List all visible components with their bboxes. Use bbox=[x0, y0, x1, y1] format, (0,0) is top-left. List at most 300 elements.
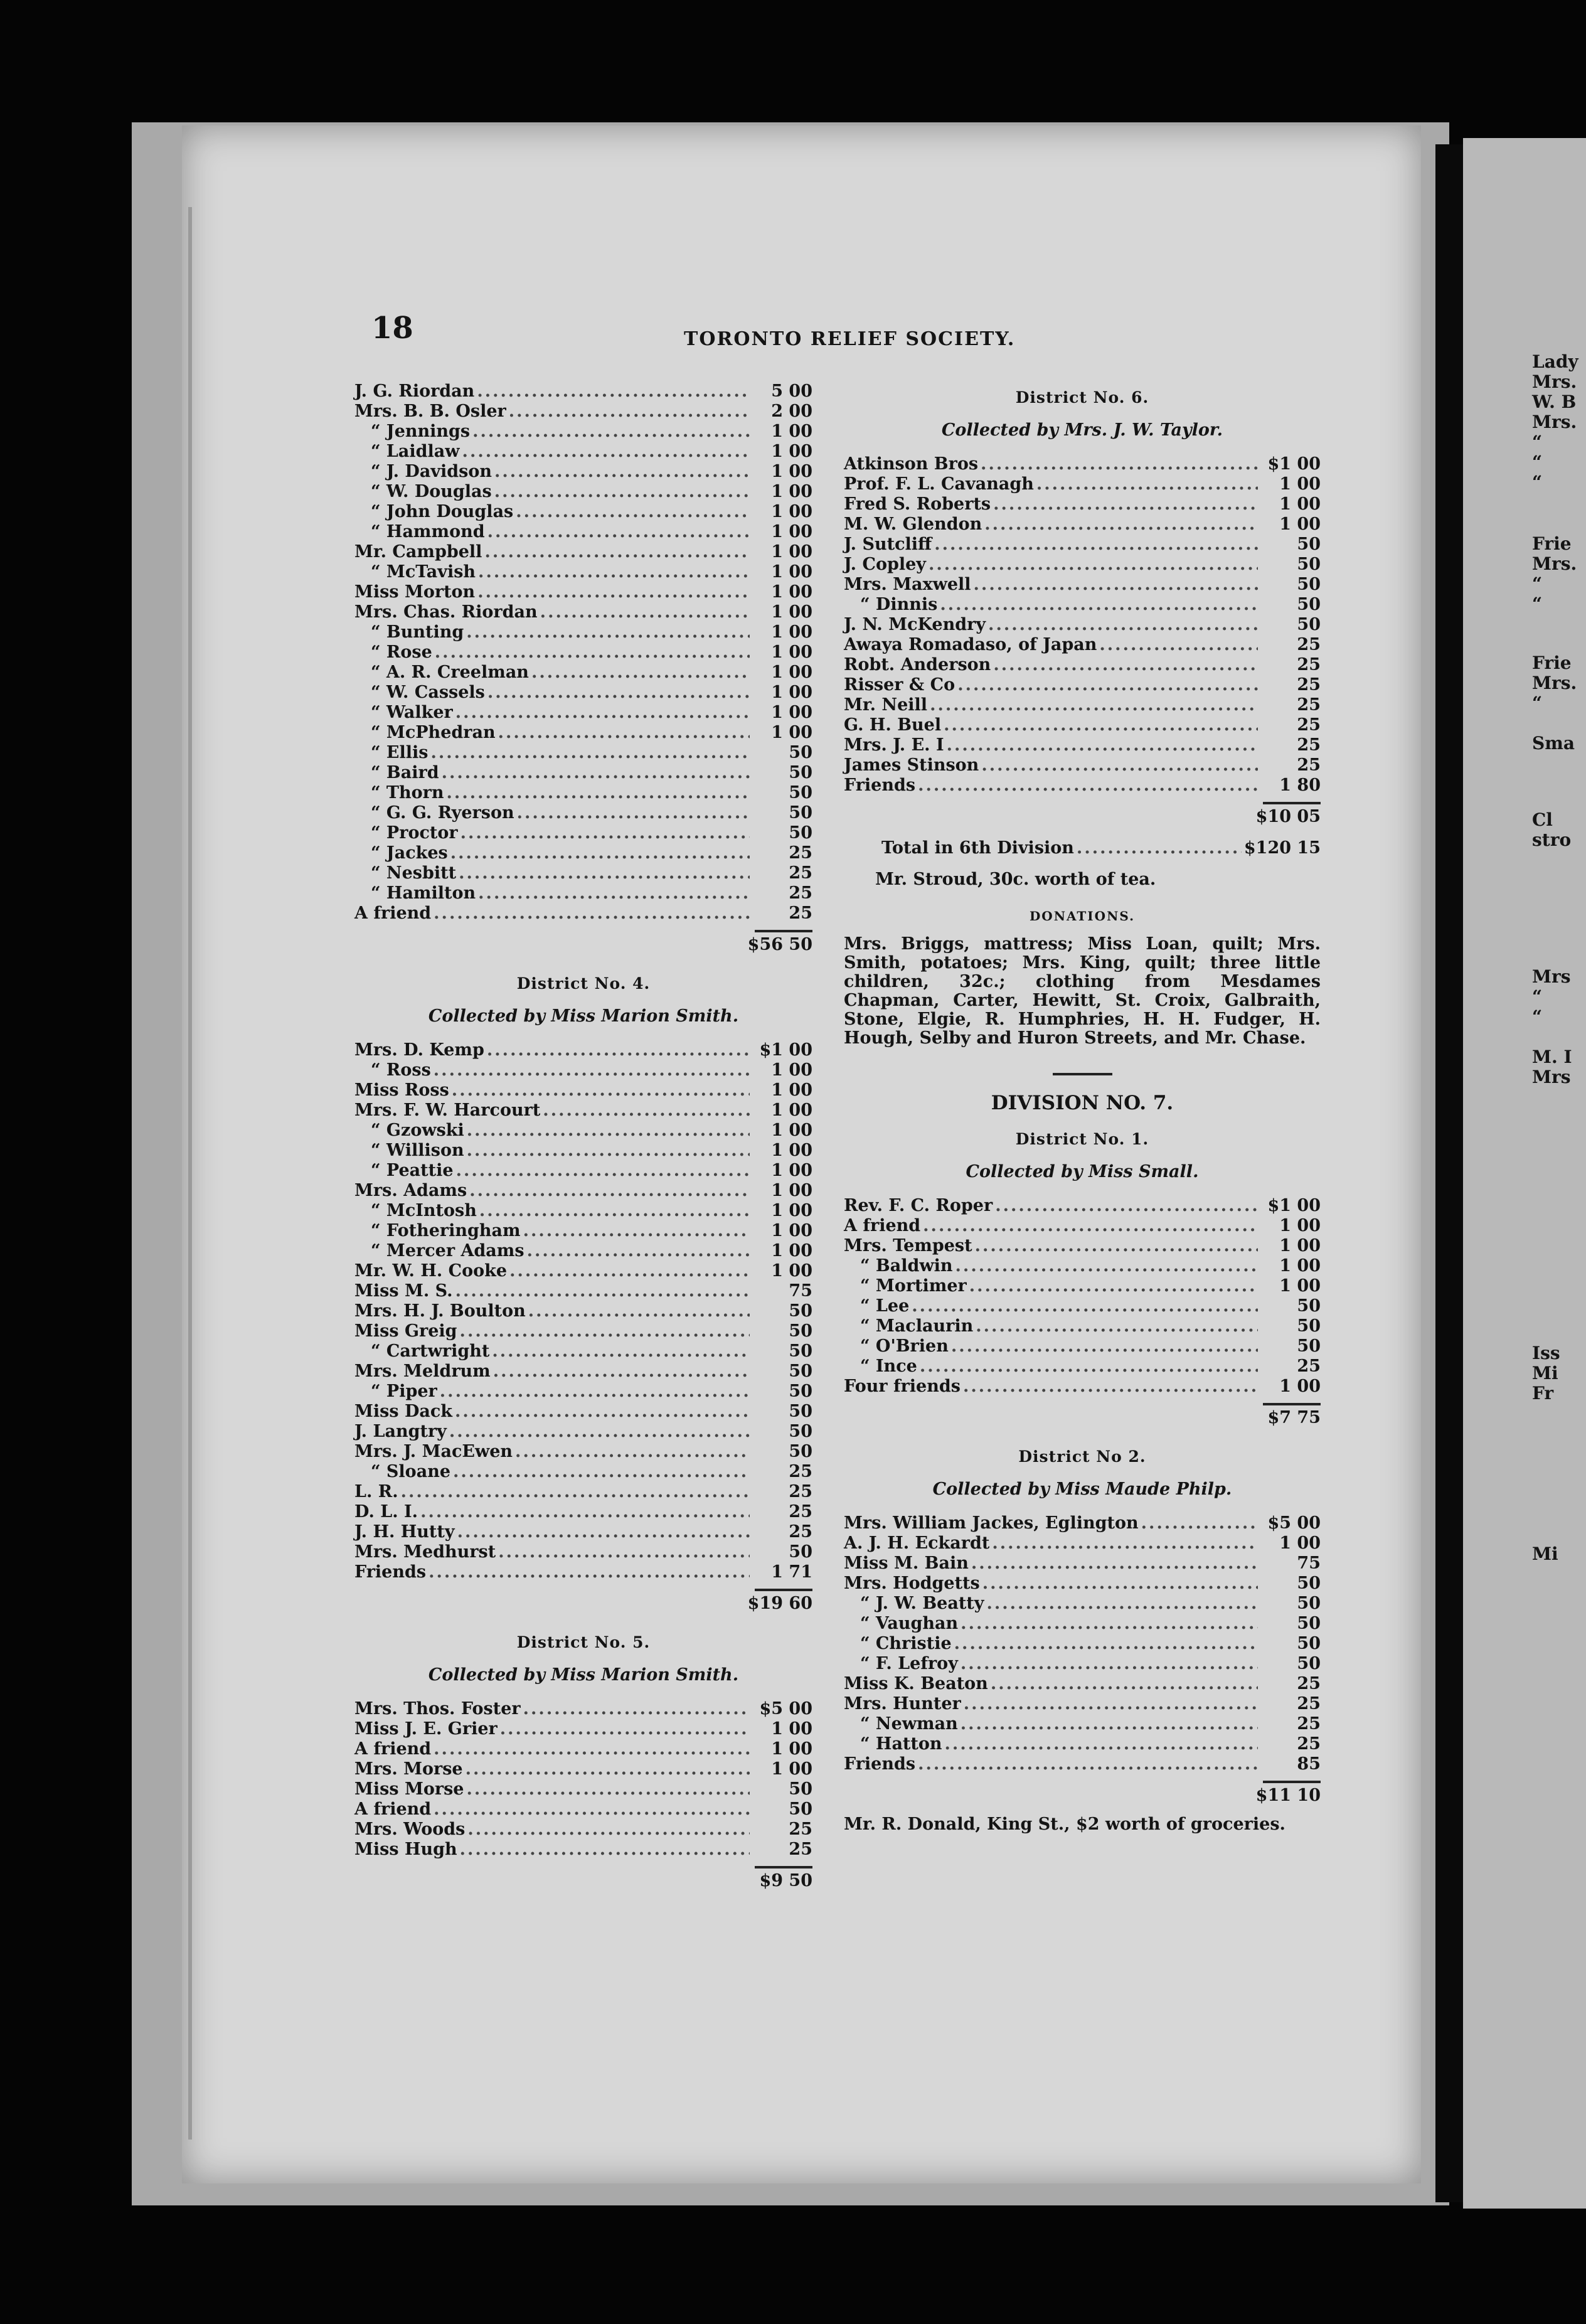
entry-row bbox=[844, 454, 1321, 474]
leader-dots bbox=[995, 1196, 1258, 1216]
entry-amount: 25 bbox=[789, 1502, 812, 1522]
entry-name: Miss J. E. Grier bbox=[354, 1719, 498, 1739]
collector-line: Collected by Miss Marion Smith. bbox=[428, 1006, 739, 1026]
entry-amount: 50 bbox=[1297, 575, 1321, 594]
entry-row bbox=[354, 1101, 812, 1121]
entry-name: “ G. G. Ryerson bbox=[371, 803, 514, 823]
entry-row bbox=[844, 1256, 1321, 1276]
entry-amount: 25 bbox=[1297, 675, 1321, 695]
entry-row bbox=[354, 1522, 812, 1542]
adjacent-page-fragment: Mi bbox=[1532, 1363, 1558, 1383]
entry-amount: 25 bbox=[1297, 755, 1321, 775]
entry-row bbox=[354, 1422, 812, 1442]
entry-amount: 50 bbox=[789, 1362, 812, 1381]
entry-amount: 50 bbox=[1297, 535, 1321, 554]
entry-amount: 25 bbox=[1297, 1674, 1321, 1693]
leader-dots bbox=[981, 755, 1258, 776]
entry-amount: 1 00 bbox=[771, 1161, 812, 1180]
leader-dots bbox=[930, 695, 1258, 715]
entry-row bbox=[354, 1840, 812, 1860]
leader-dots bbox=[447, 783, 750, 803]
entry-amount: 1 00 bbox=[771, 562, 812, 582]
entry-row bbox=[354, 863, 812, 883]
entry-amount: 1 00 bbox=[771, 683, 812, 702]
entry-amount: 50 bbox=[1297, 555, 1321, 574]
leader-dots bbox=[961, 1654, 1258, 1674]
entry-name: Prof. F. L. Cavanagh bbox=[844, 474, 1034, 494]
entry-name: “ Newman bbox=[860, 1714, 958, 1734]
leader-dots bbox=[527, 1241, 750, 1261]
entry-row bbox=[354, 1382, 812, 1402]
entry-name: “ Ince bbox=[860, 1357, 917, 1376]
leader-dots bbox=[434, 1060, 750, 1080]
adjacent-page-fragment: “ bbox=[1532, 693, 1543, 713]
entry-amount: 1 00 bbox=[771, 642, 812, 662]
entry-name: “ McIntosh bbox=[371, 1201, 477, 1220]
entry-amount: 1 80 bbox=[1279, 776, 1321, 795]
entry-amount: 50 bbox=[1297, 1614, 1321, 1633]
entry-row bbox=[844, 1276, 1321, 1296]
entry-row bbox=[354, 502, 812, 522]
entry-row bbox=[844, 514, 1321, 535]
entry-row bbox=[844, 1674, 1321, 1694]
leader-dots bbox=[961, 1614, 1258, 1634]
leader-dots bbox=[498, 1542, 750, 1562]
leader-dots bbox=[517, 803, 750, 823]
entry-row bbox=[354, 1321, 812, 1341]
entry-name: Mrs. F. W. Harcourt bbox=[354, 1101, 541, 1120]
adjacent-page-fragment: Cl bbox=[1532, 809, 1553, 830]
entry-name: D. L. I. bbox=[354, 1502, 418, 1522]
entry-name: Mrs. Chas. Riordan bbox=[354, 602, 538, 622]
entry-name: “ Vaughan bbox=[860, 1614, 959, 1633]
entry-name: “ Ross bbox=[371, 1060, 431, 1080]
entry-amount: 1 00 bbox=[771, 522, 812, 541]
entry-amount: 50 bbox=[789, 743, 812, 762]
entry-name: Mrs. Meldrum bbox=[354, 1362, 491, 1381]
entry-row bbox=[354, 1362, 812, 1382]
entry-name: A friend bbox=[844, 1216, 921, 1235]
entry-name: Mrs. B. B. Osler bbox=[354, 402, 506, 421]
entry-row bbox=[354, 562, 812, 582]
district-list bbox=[354, 1040, 812, 1582]
entry-row bbox=[354, 723, 812, 743]
district-total: $11 10 bbox=[1255, 1786, 1321, 1805]
entry-name: A friend bbox=[354, 903, 432, 923]
entry-row bbox=[844, 1533, 1321, 1554]
leader-dots bbox=[477, 381, 750, 402]
entry-name: Atkinson Bros bbox=[844, 454, 979, 474]
adjacent-page-fragment: Mi bbox=[1532, 1543, 1558, 1564]
entry-amount: 1 00 bbox=[771, 602, 812, 622]
entry-name: Miss M. Bain bbox=[844, 1554, 969, 1573]
leader-dots bbox=[401, 1482, 750, 1502]
entry-row bbox=[354, 602, 812, 622]
entry-name: J. G. Riordan bbox=[354, 381, 475, 401]
division-total-row bbox=[844, 838, 1321, 858]
entry-row bbox=[354, 1759, 812, 1779]
entry-amount: 85 bbox=[1297, 1754, 1321, 1774]
entry-amount: 25 bbox=[1297, 1694, 1321, 1714]
entry-amount: 1 00 bbox=[1279, 514, 1321, 534]
adjacent-page-fragment: W. B bbox=[1532, 392, 1577, 412]
leader-dots bbox=[523, 1221, 750, 1241]
district-list bbox=[844, 454, 1321, 796]
donations-heading: DONATIONS. bbox=[1029, 909, 1136, 924]
entry-amount: 1 00 bbox=[771, 1101, 812, 1120]
adjacent-page-fragment: Frie bbox=[1532, 653, 1572, 673]
collector-line: Collected by Miss Marion Smith. bbox=[428, 1665, 739, 1685]
entry-row bbox=[844, 735, 1321, 755]
leader-dots bbox=[479, 1201, 750, 1221]
entry-name: “ Willison bbox=[371, 1141, 464, 1160]
adjacent-page-fragment: Frie bbox=[1532, 533, 1572, 554]
leader-dots bbox=[963, 1377, 1258, 1397]
entry-name: “ Hamilton bbox=[371, 883, 476, 903]
entry-name: Mrs. Maxwell bbox=[844, 575, 971, 594]
leader-dots bbox=[457, 1522, 750, 1542]
entry-amount: 25 bbox=[789, 863, 812, 883]
entry-row bbox=[844, 1357, 1321, 1377]
leader-dots bbox=[494, 482, 750, 502]
entry-amount: 50 bbox=[789, 1799, 812, 1819]
adjacent-page bbox=[1463, 138, 1586, 2209]
leader-dots bbox=[986, 1594, 1258, 1614]
entry-row bbox=[354, 1241, 812, 1261]
leader-dots bbox=[516, 502, 750, 522]
entry-amount: 1 00 bbox=[771, 1121, 812, 1140]
leader-dots bbox=[467, 1820, 750, 1840]
entry-name: J. N. McKendry bbox=[844, 615, 986, 634]
leader-dots bbox=[984, 514, 1258, 535]
entry-amount: 25 bbox=[1297, 1734, 1321, 1754]
district-total: $7 75 bbox=[1267, 1408, 1321, 1427]
entry-row bbox=[354, 402, 812, 422]
entry-name: Miss Hugh bbox=[354, 1840, 457, 1859]
entry-row bbox=[354, 1542, 812, 1562]
entry-name: Mrs. Medhurst bbox=[354, 1542, 496, 1562]
entry-row bbox=[354, 1060, 812, 1080]
entry-row bbox=[354, 903, 812, 924]
leader-dots bbox=[515, 1442, 750, 1462]
leader-dots bbox=[453, 1462, 750, 1482]
leader-dots bbox=[929, 555, 1258, 575]
entry-name: Mrs. D. Kemp bbox=[354, 1040, 484, 1060]
donations-text: Mrs. Briggs, mattress; Miss Loan, quilt; Mrs. Smith, potatoes; Mrs. King, quilt; three little children, 32c.; clothing from Mesdames Chapman, Carter, Hewitt, St. Croix, Galbraith, Stone, Elgie, R. Humphries, H. H. Fudger, H. Hough, Selby and Huron Streets, and Mr. Chase. bbox=[844, 934, 1321, 1048]
entry-row bbox=[354, 381, 812, 402]
entry-amount: 50 bbox=[789, 1402, 812, 1421]
entry-name: Miss Greig bbox=[354, 1321, 457, 1341]
entry-name: “ Hatton bbox=[860, 1734, 942, 1754]
entry-name: Mrs. Hunter bbox=[844, 1694, 961, 1714]
entry-name: Miss Ross bbox=[354, 1080, 449, 1100]
leader-dots bbox=[934, 535, 1258, 555]
entry-amount: 1 00 bbox=[771, 1719, 812, 1739]
entry-name: Mrs. J. E. I bbox=[844, 735, 944, 755]
leader-dots bbox=[477, 582, 750, 602]
entry-row bbox=[354, 642, 812, 663]
adjacent-page-fragment: Mrs. bbox=[1532, 371, 1577, 392]
entry-row bbox=[354, 1719, 812, 1739]
entry-amount: 25 bbox=[1297, 735, 1321, 755]
entry-amount: 1 00 bbox=[1279, 1276, 1321, 1296]
entry-amount: 50 bbox=[789, 1301, 812, 1321]
division-total-label: Total in 6th Division bbox=[881, 838, 1074, 858]
district-list bbox=[354, 1699, 812, 1860]
adjacent-page-fragment: Mrs bbox=[1532, 1067, 1571, 1087]
entry-name: Mrs. Hodgetts bbox=[844, 1574, 980, 1593]
entry-amount: 25 bbox=[1297, 715, 1321, 735]
entry-amount: $1 00 bbox=[1267, 1196, 1321, 1215]
leader-dots bbox=[487, 1040, 750, 1060]
entry-row bbox=[354, 1080, 812, 1101]
entry-name: “ Jackes bbox=[371, 843, 448, 863]
district-heading: District No 2. bbox=[1018, 1447, 1146, 1466]
district-heading: District No. 6. bbox=[1015, 388, 1149, 407]
leader-dots bbox=[478, 883, 750, 903]
adjacent-page-fragment: “ bbox=[1532, 594, 1543, 614]
entry-name: Mrs. J. MacEwen bbox=[354, 1442, 513, 1461]
entry-name: “ McTavish bbox=[371, 562, 476, 582]
entry-row bbox=[844, 1734, 1321, 1754]
entry-amount: 50 bbox=[789, 1422, 812, 1441]
entry-amount: 50 bbox=[789, 783, 812, 802]
adjacent-page-fragment: “ bbox=[1532, 472, 1543, 493]
adjacent-page-fragment: M. I bbox=[1532, 1047, 1572, 1067]
entry-amount: 1 00 bbox=[771, 582, 812, 602]
leader-dots bbox=[975, 1236, 1258, 1256]
entry-row bbox=[354, 482, 812, 502]
leader-dots bbox=[993, 655, 1258, 675]
leader-dots bbox=[487, 522, 750, 542]
leader-dots bbox=[920, 1357, 1258, 1377]
entry-amount: 25 bbox=[1297, 655, 1321, 674]
entry-name: M. W. Glendon bbox=[844, 514, 982, 534]
entry-amount: 1 00 bbox=[771, 1759, 812, 1779]
entry-name: Miss Morse bbox=[354, 1779, 464, 1799]
leader-dots bbox=[964, 1694, 1258, 1714]
entry-amount: 75 bbox=[789, 1281, 812, 1301]
entry-row bbox=[354, 1562, 812, 1582]
leader-dots bbox=[531, 663, 750, 683]
leader-dots bbox=[918, 1754, 1258, 1774]
district-heading: District No. 1. bbox=[1015, 1130, 1149, 1148]
entry-name: “ Thorn bbox=[371, 783, 444, 802]
entry-name: Mr. Campbell bbox=[354, 542, 482, 562]
entry-name: “ Maclaurin bbox=[860, 1316, 974, 1336]
leader-dots bbox=[971, 1554, 1258, 1574]
leader-dots bbox=[434, 1799, 750, 1820]
leader-dots bbox=[452, 1080, 750, 1101]
entry-amount: 25 bbox=[1297, 635, 1321, 654]
subscriber-list bbox=[354, 381, 812, 924]
entry-name: G. H. Buel bbox=[844, 715, 942, 735]
entry-name: “ J. Davidson bbox=[371, 462, 492, 481]
entry-amount: 1 00 bbox=[1279, 1377, 1321, 1396]
district-heading: District No. 5. bbox=[516, 1633, 651, 1651]
entry-name: “ Dinnis bbox=[860, 595, 938, 614]
entry-amount: 50 bbox=[1297, 1336, 1321, 1356]
district-total: $10 05 bbox=[1255, 807, 1321, 826]
entry-row bbox=[844, 1634, 1321, 1654]
leader-dots bbox=[498, 723, 750, 743]
entry-name: “ Bunting bbox=[371, 622, 464, 642]
entry-row bbox=[354, 1121, 812, 1141]
entry-row bbox=[354, 1261, 812, 1281]
entry-name: “ Rose bbox=[371, 642, 432, 662]
entry-row bbox=[354, 1221, 812, 1241]
left-column bbox=[354, 381, 812, 1894]
leader-dots bbox=[467, 1141, 750, 1161]
entry-name: “ A. R. Creelman bbox=[371, 663, 529, 682]
entry-row bbox=[844, 1216, 1321, 1236]
entry-amount: 50 bbox=[789, 1442, 812, 1461]
entry-amount: 50 bbox=[789, 763, 812, 782]
leader-dots bbox=[460, 1321, 750, 1341]
leader-dots bbox=[459, 863, 750, 883]
collector-line: Collected by Miss Small. bbox=[966, 1162, 1199, 1181]
district-total: $19 60 bbox=[747, 1594, 812, 1613]
entry-row bbox=[354, 1161, 812, 1181]
entry-name: “ Mercer Adams bbox=[371, 1241, 524, 1261]
adjacent-page-fragment: Mrs. bbox=[1532, 553, 1577, 574]
entry-row bbox=[844, 1614, 1321, 1634]
entry-name: Mrs. Thos. Foster bbox=[354, 1699, 521, 1719]
entry-row bbox=[844, 535, 1321, 555]
entry-name: “ W. Cassels bbox=[371, 683, 485, 702]
adjacent-page-fragment: Iss bbox=[1532, 1343, 1560, 1363]
entry-name: James Stinson bbox=[844, 755, 979, 775]
entry-name: Mrs. Adams bbox=[354, 1181, 467, 1200]
page-edge bbox=[188, 207, 192, 2140]
entry-name: “ Baird bbox=[371, 763, 439, 782]
entry-row bbox=[354, 1181, 812, 1201]
entry-row bbox=[354, 1402, 812, 1422]
entry-row bbox=[844, 595, 1321, 615]
leader-dots bbox=[981, 454, 1258, 474]
entry-name: “ Nesbitt bbox=[371, 863, 457, 883]
district-list bbox=[844, 1513, 1321, 1774]
entry-row bbox=[354, 743, 812, 763]
leader-dots bbox=[466, 1779, 750, 1799]
entry-name: Friends bbox=[844, 776, 916, 795]
entry-amount: 1 00 bbox=[1279, 1256, 1321, 1276]
entry-name: Risser & Co bbox=[844, 675, 955, 695]
leader-dots bbox=[487, 683, 750, 703]
entry-row bbox=[354, 1201, 812, 1221]
entry-name: Miss K. Beaton bbox=[844, 1674, 988, 1693]
leader-dots bbox=[951, 1336, 1258, 1357]
entry-amount: 50 bbox=[1297, 615, 1321, 634]
entry-amount: 75 bbox=[1297, 1554, 1321, 1573]
entry-amount: $5 00 bbox=[759, 1699, 812, 1719]
entry-row bbox=[354, 1739, 812, 1759]
entry-amount: 25 bbox=[789, 843, 812, 863]
entry-amount: 50 bbox=[789, 823, 812, 843]
leader-dots bbox=[456, 1161, 750, 1181]
entry-name: “ McPhedran bbox=[371, 723, 496, 742]
collector-line: Collected by Mrs. J. W. Taylor. bbox=[941, 420, 1223, 440]
entry-name: Rev. F. C. Roper bbox=[844, 1196, 993, 1215]
entry-name: Mrs. Morse bbox=[354, 1759, 463, 1779]
entry-amount: 1 00 bbox=[771, 1141, 812, 1160]
entry-amount: 1 00 bbox=[771, 1181, 812, 1200]
leader-dots bbox=[923, 1216, 1258, 1236]
entry-name: “ O'Brien bbox=[860, 1336, 949, 1356]
entry-name: “ Sloane bbox=[371, 1462, 450, 1481]
entry-amount: 1 00 bbox=[771, 482, 812, 501]
entry-amount: 1 00 bbox=[771, 1241, 812, 1261]
entry-row bbox=[354, 703, 812, 723]
entry-amount: 50 bbox=[789, 1341, 812, 1361]
leader-dots bbox=[466, 1759, 750, 1779]
entry-amount: 50 bbox=[1297, 595, 1321, 614]
entry-amount: 25 bbox=[789, 1462, 812, 1481]
stroud-note: Mr. Stroud, 30c. worth of tea. bbox=[875, 870, 1156, 889]
page-number: 18 bbox=[371, 311, 413, 346]
entry-row bbox=[844, 1574, 1321, 1594]
leader-dots bbox=[940, 595, 1258, 615]
entry-row bbox=[844, 635, 1321, 655]
entry-amount: 25 bbox=[1297, 1357, 1321, 1376]
entry-amount: 25 bbox=[789, 903, 812, 923]
entry-name: “ Hammond bbox=[371, 522, 485, 541]
adjacent-page-fragment: Mrs. bbox=[1532, 412, 1577, 432]
adjacent-page-fragment: Fr bbox=[1532, 1383, 1554, 1404]
leader-dots bbox=[993, 494, 1258, 514]
entry-row bbox=[354, 422, 812, 442]
entry-row bbox=[354, 763, 812, 783]
entry-amount: 50 bbox=[789, 1542, 812, 1562]
entry-row bbox=[354, 1462, 812, 1482]
entry-amount: 50 bbox=[1297, 1594, 1321, 1613]
entry-name: A friend bbox=[354, 1799, 432, 1819]
leader-dots bbox=[1141, 1513, 1258, 1533]
entry-name: “ Piper bbox=[371, 1382, 437, 1401]
leader-dots bbox=[462, 442, 750, 462]
leader-dots bbox=[467, 1121, 750, 1141]
entry-name: Awaya Romadaso, of Japan bbox=[844, 635, 1097, 654]
entry-row bbox=[354, 1141, 812, 1161]
leader-dots bbox=[1099, 635, 1258, 655]
entry-name: “ Walker bbox=[371, 703, 453, 722]
entry-row bbox=[844, 1654, 1321, 1674]
leader-dots bbox=[991, 1674, 1258, 1694]
leader-dots bbox=[992, 1533, 1258, 1554]
entry-row bbox=[354, 683, 812, 703]
entry-row bbox=[844, 1196, 1321, 1216]
leader-dots bbox=[450, 843, 750, 863]
entry-name: A friend bbox=[354, 1739, 432, 1759]
leader-dots bbox=[420, 1502, 750, 1522]
adjacent-page-fragment: “ bbox=[1532, 452, 1543, 472]
leader-dots bbox=[472, 422, 750, 442]
leader-dots bbox=[455, 1402, 750, 1422]
entry-row bbox=[844, 715, 1321, 735]
leader-dots bbox=[955, 1256, 1258, 1276]
entry-row bbox=[354, 1040, 812, 1060]
donald-note: Mr. R. Donald, King St., $2 worth of groceries. bbox=[844, 1815, 1285, 1834]
entry-name: Fred S. Roberts bbox=[844, 494, 991, 514]
entry-amount: 1 00 bbox=[771, 1080, 812, 1100]
leader-dots bbox=[1036, 474, 1258, 494]
leader-dots bbox=[969, 1276, 1258, 1296]
adjacent-page-fragment: Sma bbox=[1532, 733, 1575, 754]
entry-name: “ Lee bbox=[860, 1296, 910, 1316]
leader-dots bbox=[543, 1101, 750, 1121]
entry-amount: $5 00 bbox=[1267, 1513, 1321, 1533]
entry-row bbox=[354, 1482, 812, 1502]
